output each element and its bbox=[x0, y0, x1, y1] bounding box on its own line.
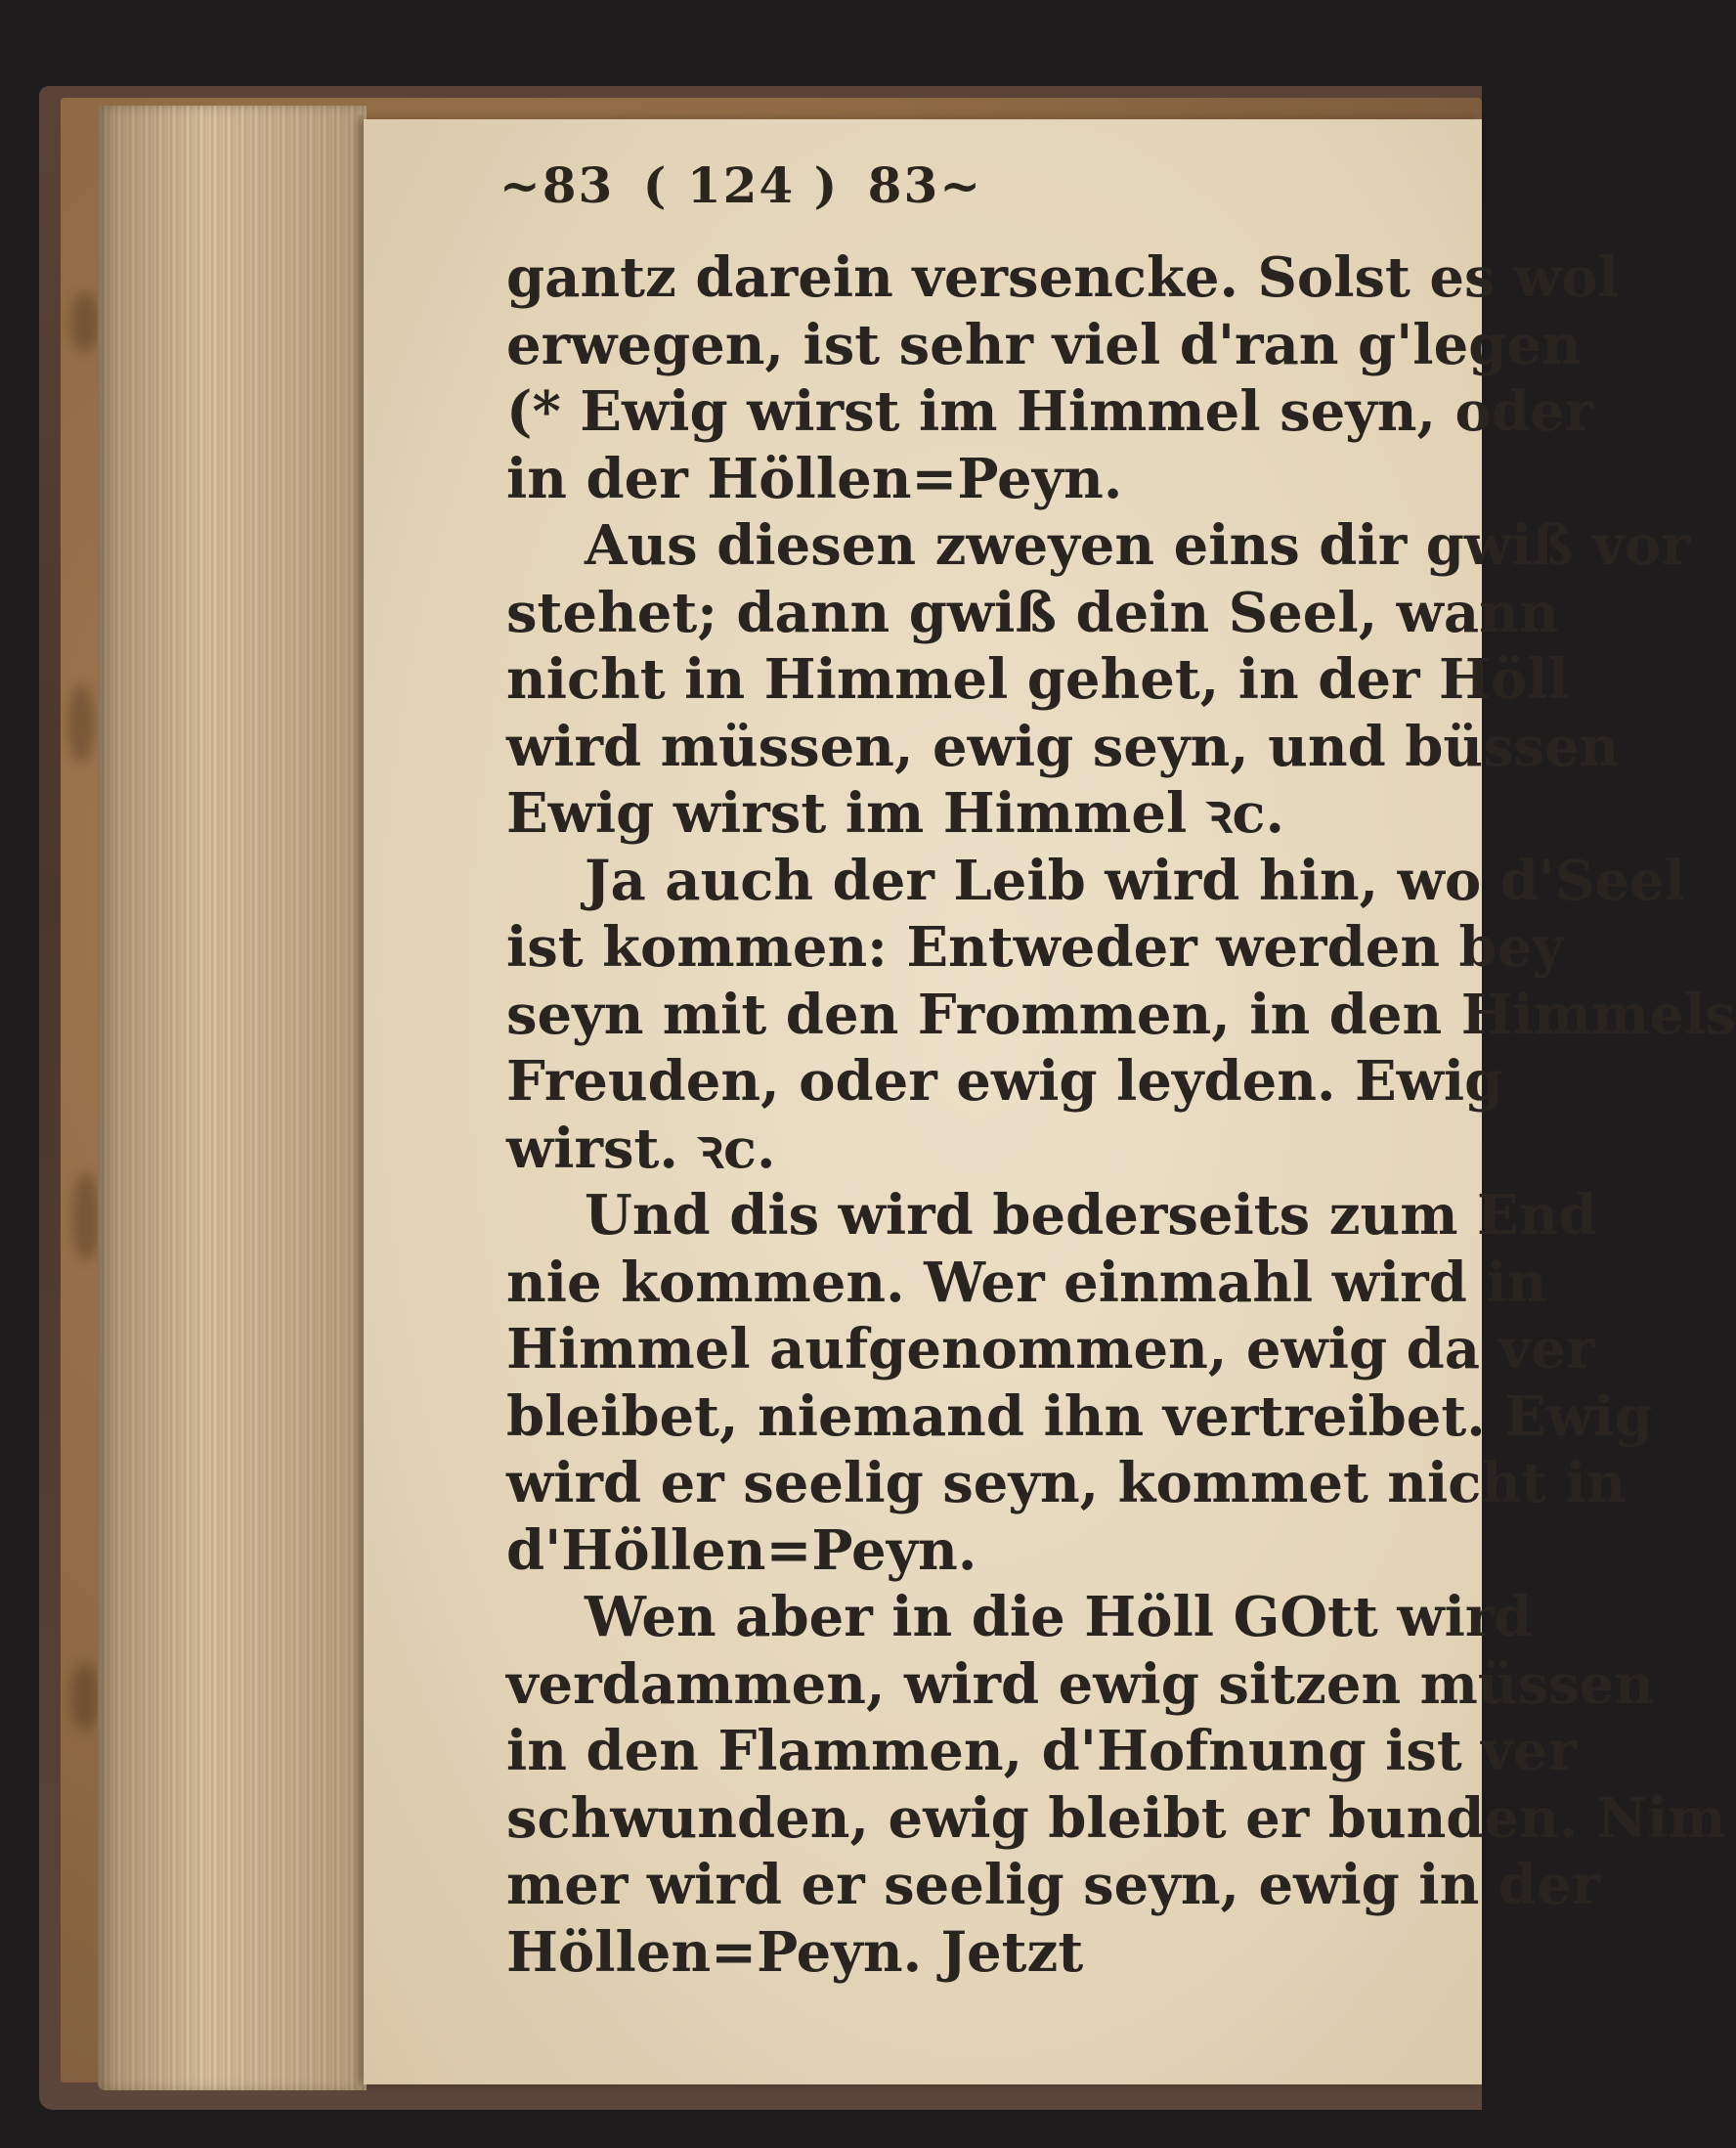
text-line: wird müssen, ewig seyn, und büssen bbox=[506, 714, 1620, 779]
text-line: Ewig wirst im Himmel ꝛc. bbox=[506, 781, 1284, 846]
page-number: ( 124 ) bbox=[642, 156, 840, 214]
text-line: schwunden, ewig bleibt er bunden. Nim bbox=[506, 1785, 1726, 1851]
text-line: nicht in Himmel gehet, in der Höll bbox=[506, 647, 1569, 712]
text-line: Ja auch der Leib wird hin, wo d'Seel bbox=[585, 848, 1685, 913]
text-line: d'Höllen=Peyn. bbox=[506, 1517, 977, 1583]
header-ornament-left: ~83 bbox=[499, 156, 615, 214]
text-line: wirst. ꝛc. bbox=[506, 1116, 776, 1181]
text-line: mer wird er seelig seyn, ewig in der bbox=[506, 1853, 1601, 1917]
text-line: Und dis wird bederseits zum End bbox=[585, 1183, 1597, 1248]
header-ornament-right: 83~ bbox=[867, 156, 983, 214]
text-line: seyn mit den Frommen, in den Himmels bbox=[506, 982, 1736, 1047]
page-header bbox=[0, 156, 1482, 214]
text-line: Himmel aufgenommen, ewig da ver bbox=[506, 1317, 1595, 1381]
text-line: gantz darein versencke. Solst es wol bbox=[506, 245, 1619, 310]
text-line: Freuden, oder ewig leyden. Ewig bbox=[506, 1049, 1503, 1114]
text-line: Aus diesen zweyen eins dir gwiß vor bbox=[585, 513, 1690, 578]
text-line: wird er seelig seyn, kommet nicht in bbox=[506, 1451, 1627, 1515]
text-line: bleibet, niemand ihn vertreibet. Ewig bbox=[506, 1383, 1653, 1449]
text-line: nie kommen. Wer einmahl wird in bbox=[506, 1249, 1547, 1315]
text-line: stehet; dann gwiß dein Seel, wann bbox=[506, 580, 1559, 645]
text-line: in der Höllen=Peyn. bbox=[506, 446, 1123, 511]
page-edges-shade bbox=[98, 106, 367, 2090]
text-line: (* Ewig wirst im Himmel seyn, oder bbox=[506, 379, 1594, 444]
text-line: Wen aber in die Höll GOtt wird bbox=[585, 1585, 1533, 1649]
text-line: in den Flammen, d'Hofnung ist ver bbox=[506, 1719, 1577, 1783]
text-line: erwegen, ist sehr viel d'ran g'legen bbox=[506, 312, 1582, 377]
text-line: Höllen=Peyn. Jetzt bbox=[506, 1919, 1084, 1985]
body-text bbox=[506, 244, 1736, 1986]
text-line: verdammen, wird ewig sitzen müssen bbox=[506, 1651, 1655, 1717]
text-line: ist kommen: Entweder werden bey bbox=[506, 915, 1564, 980]
